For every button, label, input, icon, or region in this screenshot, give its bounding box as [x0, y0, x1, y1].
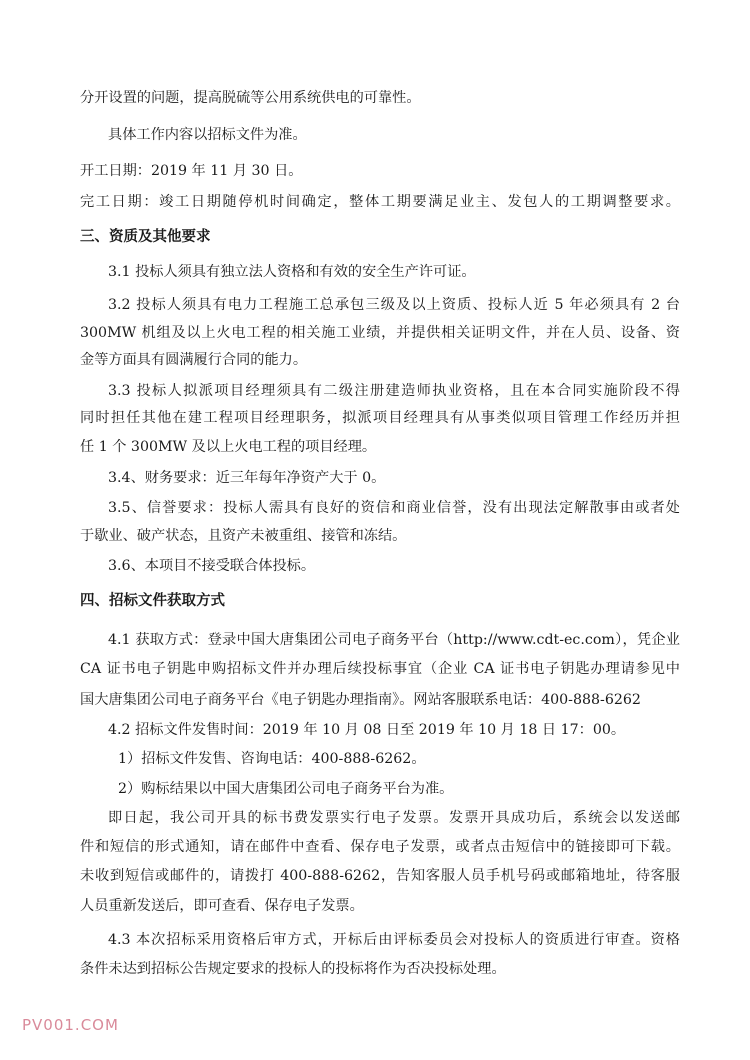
- paragraph-line: 件和短信的形式通知，请在邮件中查看、保存电子发票，或者点击短信中的链接即可下载。: [80, 839, 680, 855]
- paragraph-line: 3.6、本项目不接受联合体投标。: [108, 558, 316, 574]
- paragraph-line: 未收到短信或邮件的，请拨打 400-888-6262，告知客服人员手机号码或邮箱地址，待客服: [80, 868, 680, 884]
- paragraph-line: CA 证书电子钥匙申购招标文件并办理后续投标事宜（企业 CA 证书电子钥匙办理请参见中: [80, 661, 680, 677]
- watermark: PV001.COM: [22, 1016, 119, 1034]
- paragraph-line: 4.3 本次招标采用资格后审方式，开标后由评标委员会对投标人的资质进行审查。资格: [108, 932, 680, 948]
- paragraph-line: 人员重新发送后，即可查看、保存电子发票。: [80, 898, 364, 914]
- list-item: 1）招标文件发售、咨询电话：400-888-6262。: [118, 751, 426, 767]
- paragraph-line: 300MW 机组及以上火电工程的相关施工业绩，并提供相关证明文件，并在人员、设备、资: [80, 325, 680, 341]
- paragraph-line: 3.1 投标人须具有独立法人资格和有效的安全生产许可证。: [108, 264, 476, 280]
- completion-date-line: 完工日期：竣工日期随停机时间确定，整体工期要满足业主、发包人的工期调整要求。: [80, 194, 680, 210]
- paragraph-line: 即日起，我公司开具的标书费发票实行电子发票。发票开具成功后，系统会以发送邮: [108, 810, 680, 826]
- paragraph-line: 同时担任其他在建工程项目经理职务，拟派项目经理具有从事类似项目管理工作经历并担: [80, 410, 680, 426]
- paragraph-line: 3.3 投标人拟派项目经理须具有二级注册建造师执业资格，且在本合同实施阶段不得: [108, 383, 680, 399]
- paragraph-line: 3.4、财务要求：近三年每年净资产大于 0。: [108, 470, 386, 486]
- paragraph-line: 4.1 获取方式：登录中国大唐集团公司电子商务平台（http://www.cdt-ec.com），凭企业: [108, 632, 680, 648]
- section-heading-3: 三、资质及其他要求: [80, 229, 211, 245]
- paragraph-line: 金等方面具有圆满履行合同的能力。: [80, 352, 308, 368]
- paragraph-line: 具体工作内容以招标文件为准。: [108, 127, 307, 143]
- paragraph-line: 3.5、信誉要求：投标人需具有良好的资信和商业信誉，没有出现法定解散事由或者处: [108, 500, 680, 516]
- paragraph-line: 分开设置的问题，提高脱硫等公用系统供电的可靠性。: [80, 90, 421, 106]
- paragraph-line: 条件未达到招标公告规定要求的投标人的投标将作为否决投标处理。: [80, 961, 506, 977]
- list-item: 2）购标结果以中国大唐集团公司电子商务平台为准。: [118, 781, 454, 797]
- start-date-line: 开工日期：2019 年 11 月 30 日。: [80, 163, 303, 179]
- paragraph-line: 国大唐集团公司电子商务平台《电子钥匙办理指南》。网站客服联系电话：400-888-6262: [80, 692, 641, 708]
- paragraph-line: 3.2 投标人须具有电力工程施工总承包三级及以上资质、投标人近 5 年必须具有 2 台: [108, 297, 680, 313]
- section-heading-4: 四、招标文件获取方式: [80, 593, 225, 609]
- paragraph-line: 于歇业、破产状态，且资产未被重组、接管和冻结。: [80, 528, 407, 544]
- paragraph-line: 任 1 个 300MW 及以上火电工程的项目经理。: [80, 439, 377, 455]
- paragraph-line: 4.2 招标文件发售时间：2019 年 10 月 08 日至 2019 年 10 月 18 日 17：00。: [108, 722, 626, 738]
